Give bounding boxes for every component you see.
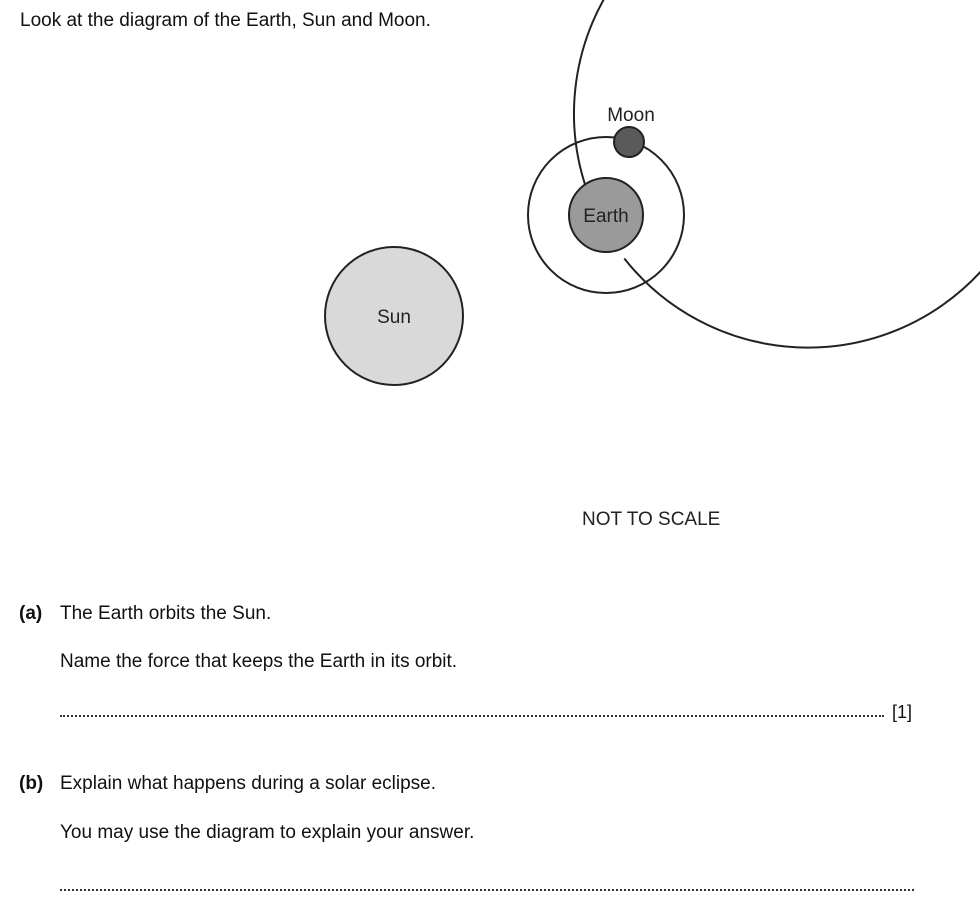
part-a-question: Name the force that keeps the Earth in its orbit.: [60, 651, 458, 672]
earth-orbit-path: [574, 0, 980, 348]
not-to-scale-note: NOT TO SCALE: [582, 509, 721, 530]
part-a-answer-line[interactable]: [60, 715, 884, 717]
part-a-statement: The Earth orbits the Sun.: [60, 603, 272, 624]
earth-label: Earth: [583, 206, 629, 227]
part-b-letter: (b): [19, 773, 44, 794]
sun-label: Sun: [377, 307, 411, 328]
part-b-question: Explain what happens during a solar eclipse.: [60, 773, 437, 794]
moon-circle: [614, 127, 644, 157]
part-a-letter: (a): [19, 603, 43, 624]
part-b-instruction: You may use the diagram to explain your answer.: [60, 822, 475, 843]
part-a-marks: [1]: [892, 702, 913, 722]
part-b-answer-line[interactable]: [60, 889, 914, 891]
moon-label: Moon: [607, 105, 655, 126]
intro-text: Look at the diagram of the Earth, Sun and Moon.: [20, 10, 431, 31]
